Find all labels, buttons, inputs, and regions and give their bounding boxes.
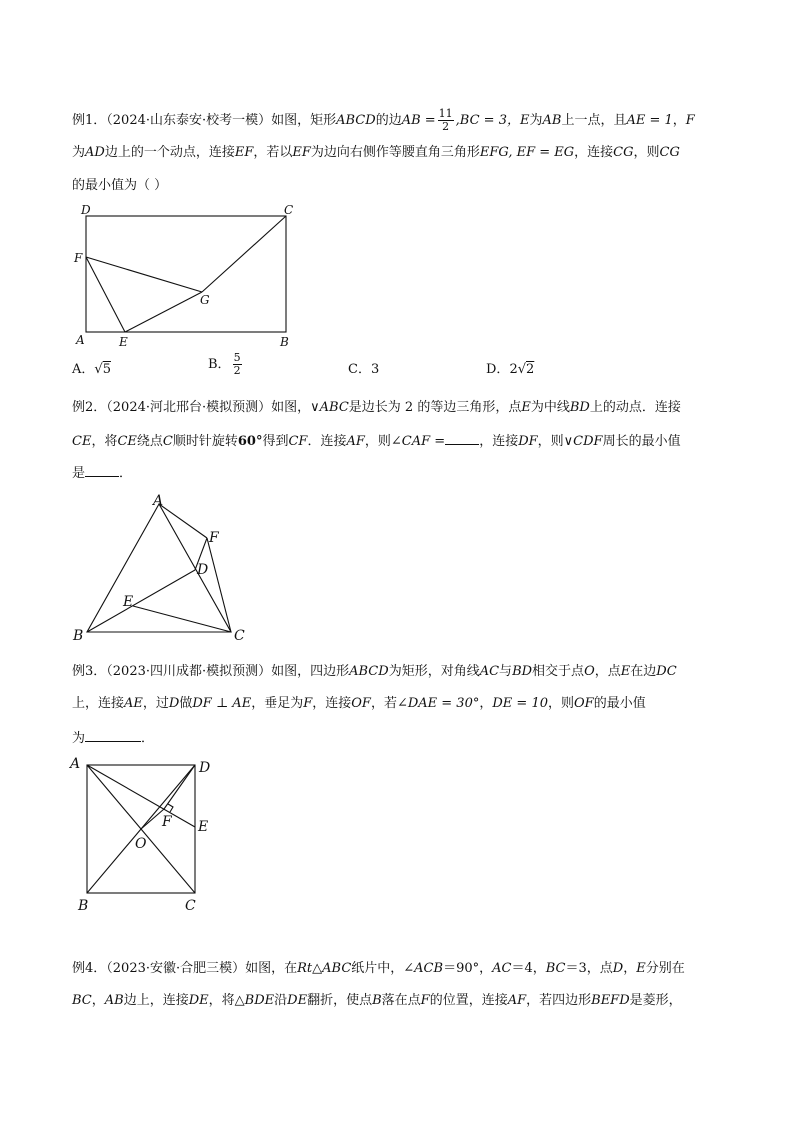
ex3-segment-of <box>141 809 164 829</box>
ex1-ab-fraction: $\frac{11}{2}$ <box>438 107 453 133</box>
ex2-segment-bd <box>87 570 195 632</box>
ex1-option-b[interactable]: B． $\frac{5}{2}$ <box>208 351 241 377</box>
ex4-line2: BC，AB边上，连接DE，将△BDE沿DE翻折，使点B落在点F的位置，连接AF，若四边形BEFD是菱形， <box>72 993 682 1008</box>
ex3-label-d: D <box>199 760 211 776</box>
ex2-label-f: F <box>209 530 219 546</box>
ex3-label-b: B <box>78 898 89 914</box>
ex2-label-e: E <box>123 594 134 610</box>
ex2-blank-1[interactable] <box>445 432 479 445</box>
ex2-segment-ec <box>133 606 231 632</box>
ex3-line3: 为 ． <box>72 731 155 746</box>
ex4-line1: 例4．（2023·安徽·合肥三模）如图，在Rt△ABC纸片中，∠ACB＝90°，AC＝4，BC＝3，点D，E分别在 <box>72 961 685 976</box>
ex2-blank-2[interactable] <box>85 464 119 477</box>
ex1-label-g: G <box>200 293 210 307</box>
ex2-label-b: B <box>73 628 84 644</box>
ex1-label-b: B <box>280 335 289 349</box>
ex2-segment-fc <box>207 538 231 632</box>
ex1-label-a: A <box>76 333 85 347</box>
ex1-option-c[interactable]: C．3 <box>348 362 380 377</box>
ex3-line1: 例3．（2023·四川成都·模拟预测）如图，四边形ABCD为矩形，对角线AC与BD相交于点O，点E在边DC <box>72 664 677 679</box>
ex1-segment-gc <box>202 216 286 292</box>
ex1-line2: 为AD边上的一个动点，连接EF，若以EF为边向右侧作等腰直角三角形EFG, EF = EG，连接CG，则CG <box>72 145 680 160</box>
ex1-label-d: D <box>81 203 91 217</box>
ex3-label-f: F <box>162 814 172 830</box>
ex1-line3: 的最小值为（ ） <box>72 178 168 193</box>
ex3-right-angle-mark <box>168 804 173 812</box>
ex2-line1: 例2．（2024·河北邢台·模拟预测）如图，∨ABC是边长为 2 的等边三角形，点E为中线BD上的动点．连接 <box>72 400 681 415</box>
ex1-label-c: C <box>284 203 294 217</box>
ex2-line3: 是 ． <box>72 466 133 481</box>
ex3-segment-df <box>164 765 195 809</box>
ex1-segment-fe <box>86 257 125 332</box>
ex1-figure <box>72 200 312 350</box>
ex2-label-c: C <box>234 628 245 644</box>
ex1-option-d[interactable]: D．2√2 <box>486 362 535 377</box>
ex3-label-o: O <box>135 836 147 852</box>
ex2-figure <box>70 494 260 646</box>
ex3-blank[interactable] <box>85 729 141 742</box>
ex2-segment-af <box>159 504 207 538</box>
ex1-option-a[interactable]: A．√5 <box>72 362 111 377</box>
ex3-label-a: A <box>70 756 81 772</box>
ex2-label-d: D <box>197 562 209 578</box>
ex3-segment-ae <box>87 765 195 827</box>
ex1-label-e: E <box>119 335 128 349</box>
ex3-figure <box>66 754 226 914</box>
ex3-line2: 上，连接AE，过D做DF ⊥ AE，垂足为F，连接OF，若∠DAE = 30°，DE = 10，则OF的最小值 <box>72 696 646 711</box>
ex1-segment-fg <box>86 257 202 292</box>
ex1-line1: 例1．（2024·山东泰安·校考一模）如图，矩形ABCD的边AB = $\frac{11}{2}$ ,BC = 3，E为AB上一点，且AE = 1，F <box>72 107 695 133</box>
ex1-segment-eg <box>125 292 202 332</box>
ex2-line2: CE，将CE绕点C顺时针旋转60°得到CF．连接AF，则∠CAF = ，连接DF，则∨CDF周长的最小值 <box>72 434 681 449</box>
ex1-heading: 例1．（2024·山东泰安·校考一模）如图，矩形 <box>72 113 337 128</box>
ex2-label-a: A <box>153 494 164 509</box>
ex3-label-e: E <box>198 819 209 835</box>
ex1-label-f: F <box>74 251 83 265</box>
ex3-label-c: C <box>185 898 196 914</box>
